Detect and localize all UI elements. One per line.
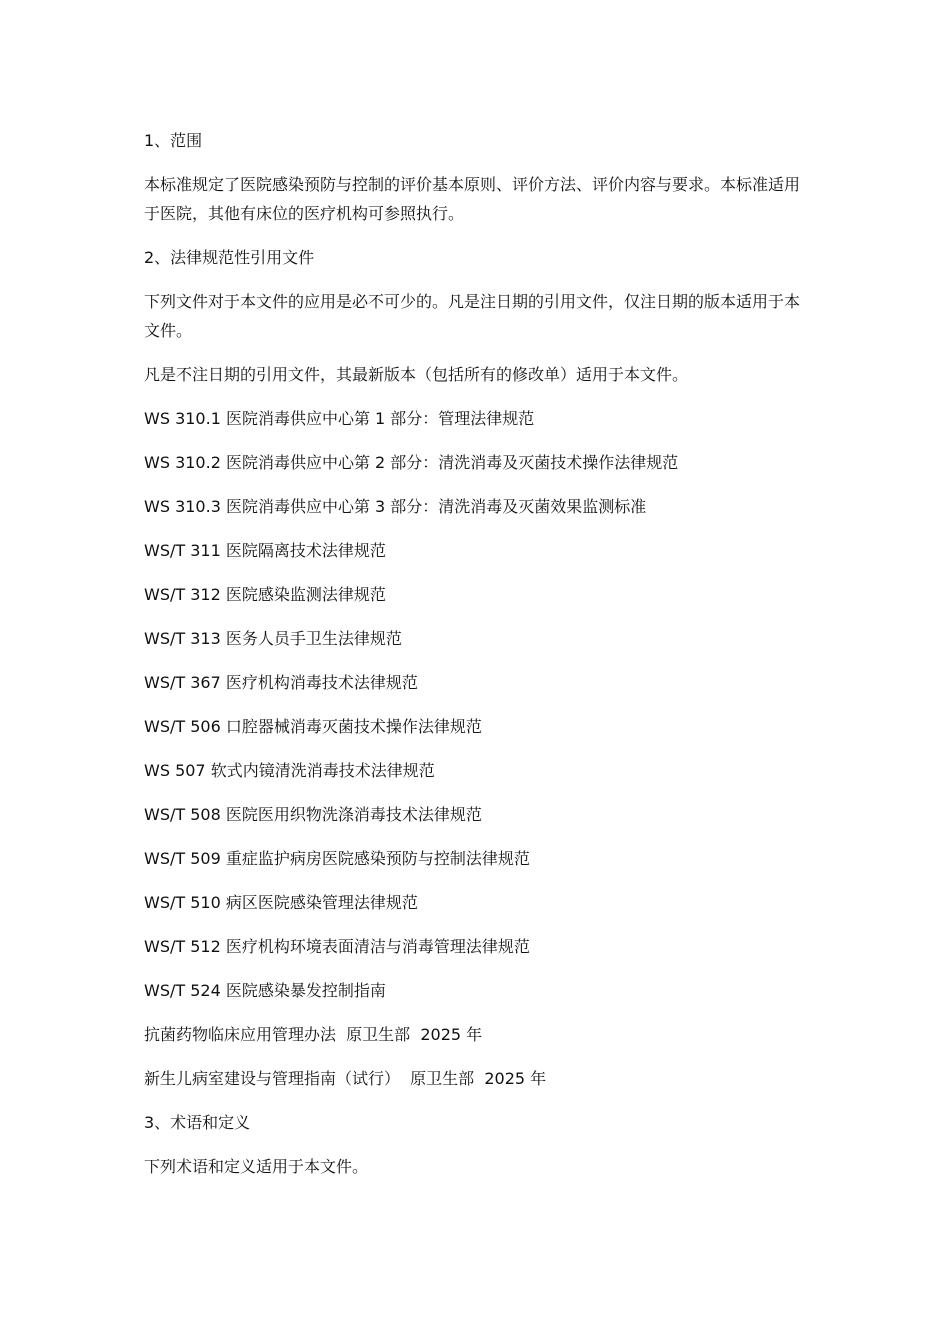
references-undated-paragraph: 凡是不注日期的引用文件，其最新版本（包括所有的修改单）适用于本文件。	[144, 365, 689, 384]
reference-item: WS/T 367 医疗机构消毒技术法律规范	[144, 673, 418, 692]
references-intro-paragraph: 下列文件对于本文件的应用是必不可少的。凡是注日期的引用文件，仅注日期的版本适用于本文件。	[144, 292, 801, 340]
reference-item: WS/T 524 医院感染暴发控制指南	[144, 981, 386, 1000]
reference-item: 抗菌药物临床应用管理办法 原卫生部 2025 年	[144, 1025, 483, 1044]
reference-item: WS/T 506 口腔器械消毒灭菌技术操作法律规范	[144, 717, 482, 736]
section-heading-scope: 1、范围	[144, 131, 203, 150]
reference-item: WS/T 510 病区医院感染管理法律规范	[144, 893, 418, 912]
reference-item: 新生儿病室建设与管理指南（试行） 原卫生部 2025 年	[144, 1069, 547, 1088]
reference-item: WS 310.1 医院消毒供应中心第 1 部分：管理法律规范	[144, 409, 535, 428]
reference-item: WS/T 311 医院隔离技术法律规范	[144, 541, 386, 560]
terms-intro-paragraph: 下列术语和定义适用于本文件。	[144, 1157, 369, 1176]
reference-item: WS/T 313 医务人员手卫生法律规范	[144, 629, 402, 648]
scope-paragraph: 本标准规定了医院感染预防与控制的评价基本原则、评价方法、评价内容与要求。本标准适用于医院，其他有床位的医疗机构可参照执行。	[144, 175, 801, 223]
reference-item: WS/T 508 医院医用织物洗涤消毒技术法律规范	[144, 805, 482, 824]
reference-item: WS/T 312 医院感染监测法律规范	[144, 585, 386, 604]
reference-item: WS 310.2 医院消毒供应中心第 2 部分：清洗消毒及灭菌技术操作法律规范	[144, 453, 679, 472]
document-body	[144, 126, 812, 1196]
section-heading-terms: 3、术语和定义	[144, 1113, 251, 1132]
reference-item: WS 310.3 医院消毒供应中心第 3 部分：清洗消毒及灭菌效果监测标准	[144, 497, 647, 516]
reference-item: WS/T 512 医疗机构环境表面清洁与消毒管理法律规范	[144, 937, 530, 956]
reference-item: WS/T 509 重症监护病房医院感染预防与控制法律规范	[144, 849, 530, 868]
reference-item: WS 507 软式内镜清洗消毒技术法律规范	[144, 761, 435, 780]
section-heading-references: 2、法律规范性引用文件	[144, 248, 315, 267]
